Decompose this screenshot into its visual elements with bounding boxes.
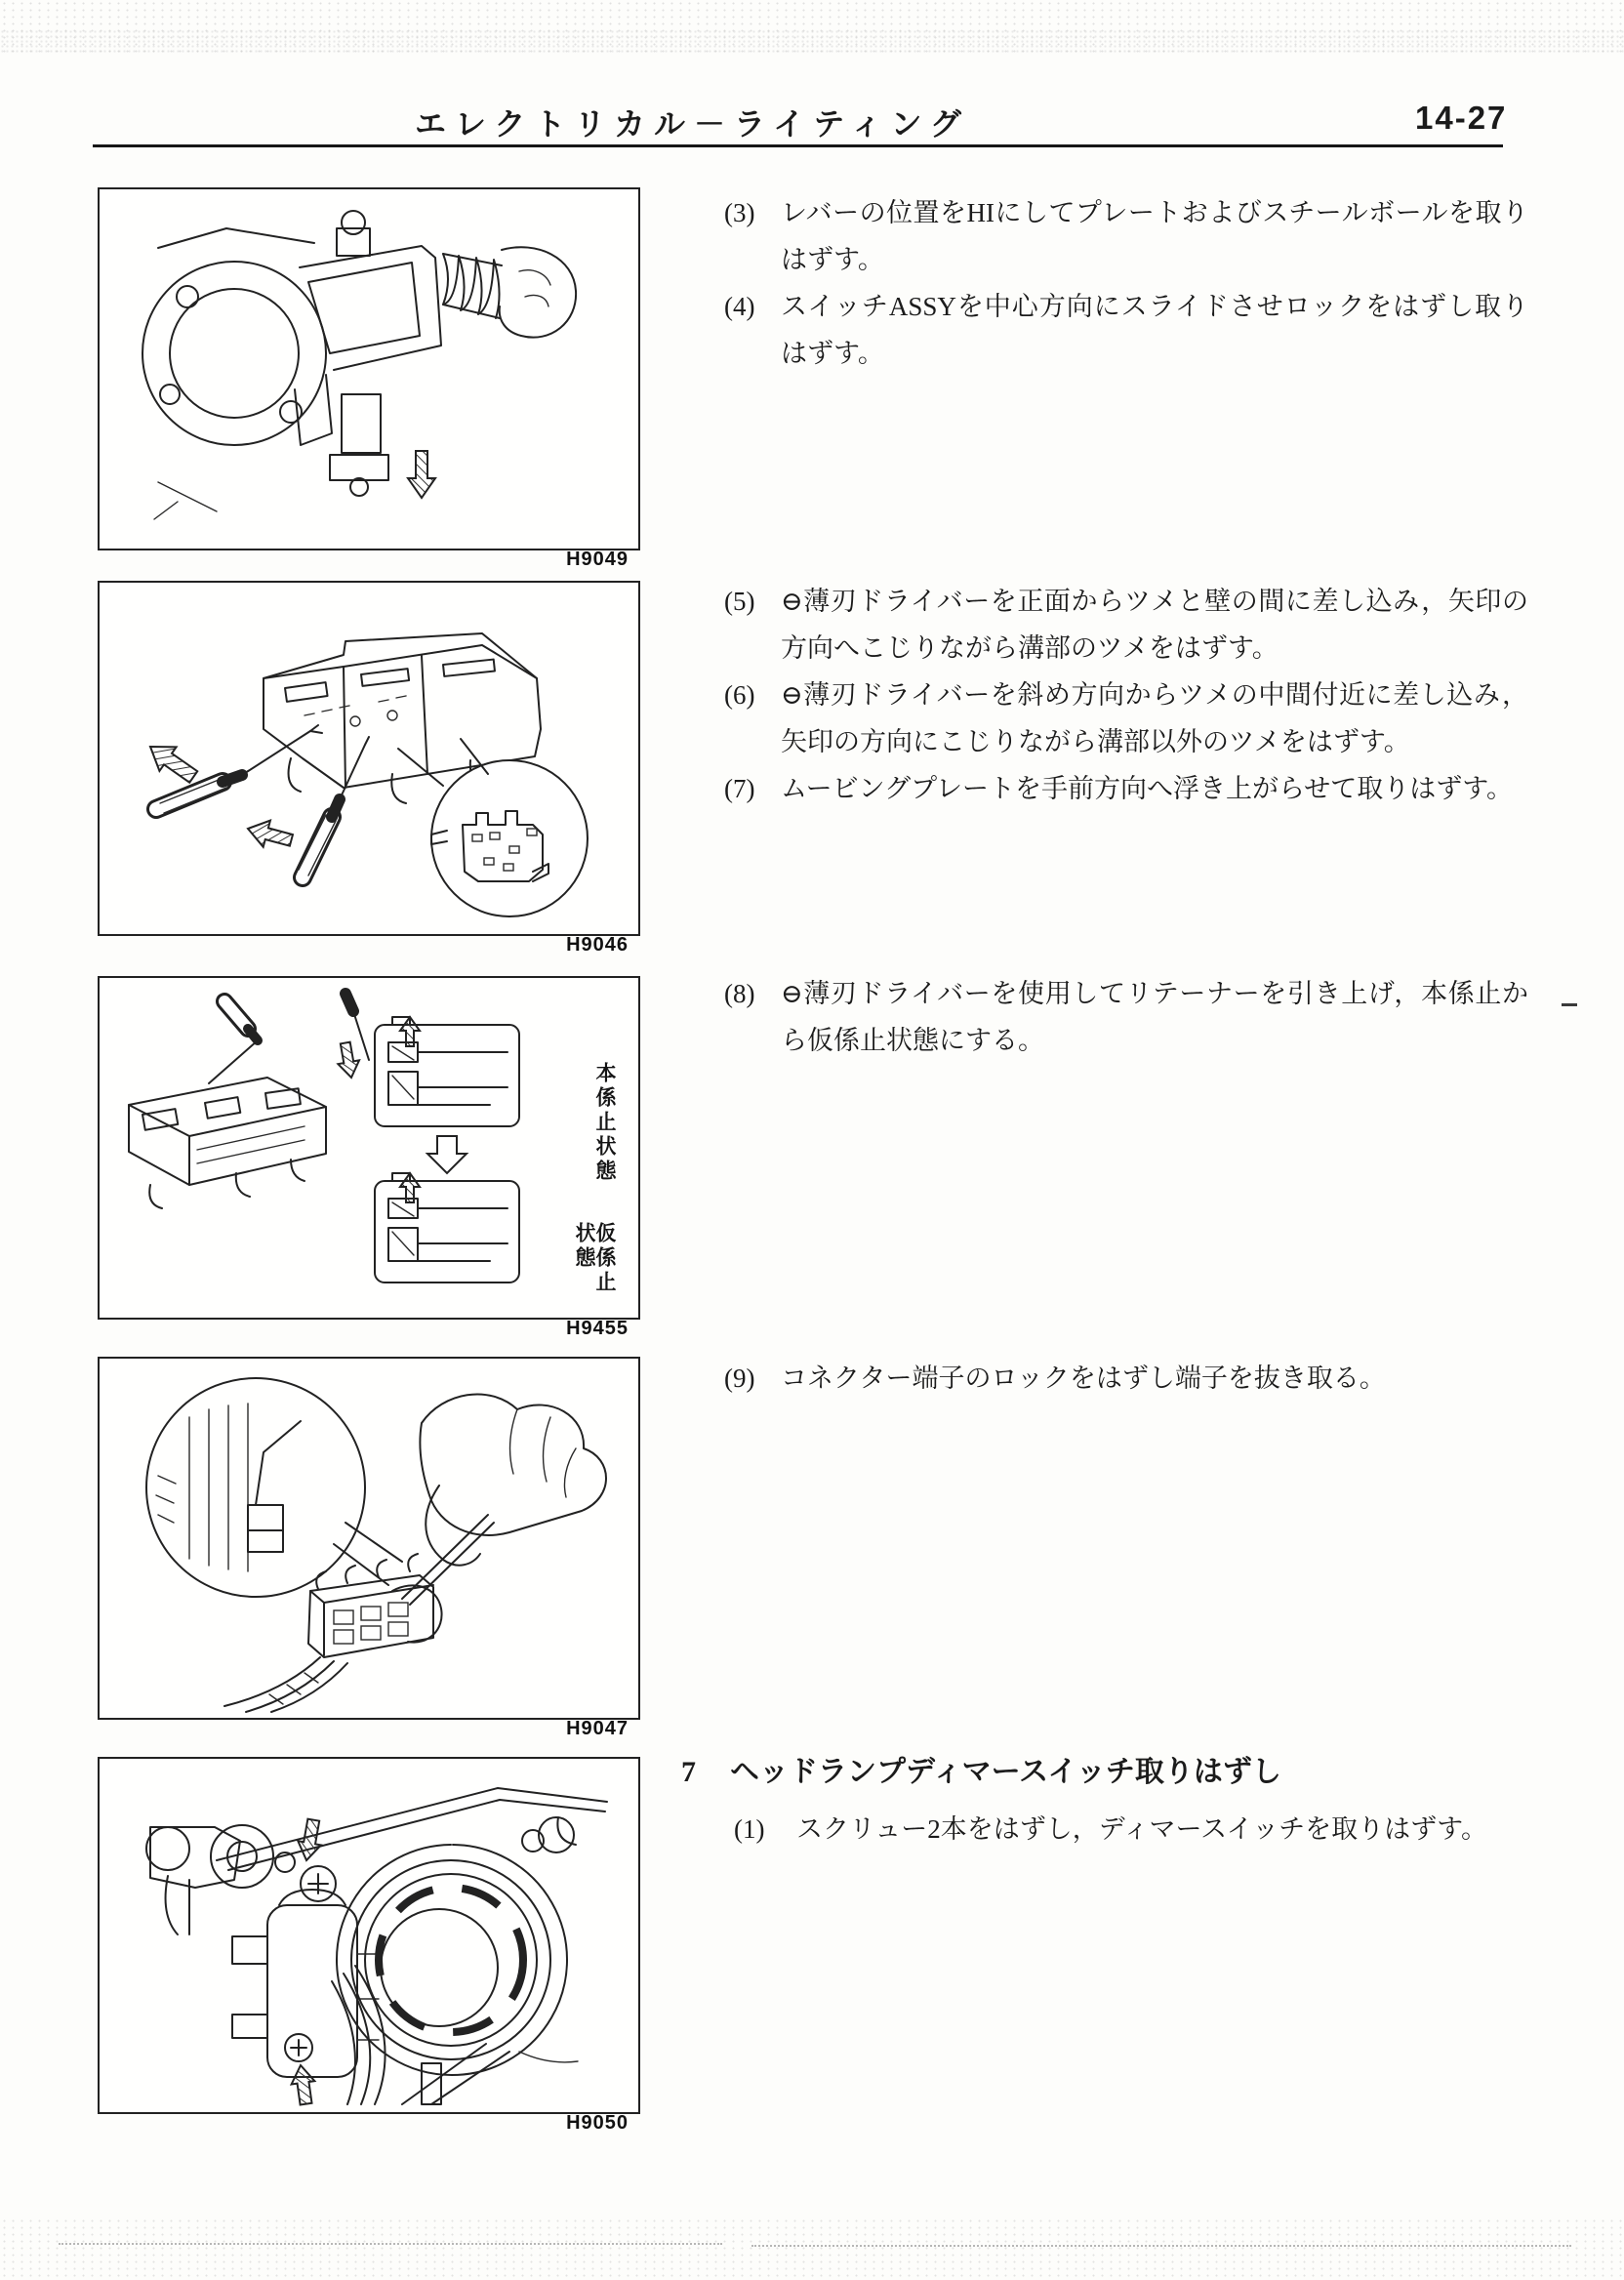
step-number: (1) [734, 1814, 765, 1844]
margin-dash-mark [1562, 1003, 1577, 1006]
step-6 [724, 672, 1528, 765]
terminal-removal-illustration [100, 1359, 634, 1714]
scan-noise-top-2 [0, 29, 1624, 53]
retainer-states-illustration [100, 978, 634, 1314]
scan-dot-rule [59, 2243, 722, 2245]
step-number: (3) [724, 198, 755, 227]
step-4 [724, 283, 1528, 377]
step-text: コネクター端子のロックをはずし端子を抜き取る。 [781, 1364, 1386, 1393]
section-7-heading [681, 1751, 1281, 1794]
dimmer-switch-illustration [100, 1759, 634, 2108]
step-1 [734, 1806, 1528, 1852]
step-text: ⊖薄刃ドライバーを正面からツメと壁の間に差し込み，矢印の方向へこじりながら溝部のツメをはずす。 [781, 587, 1528, 663]
down-arrow-icon [408, 451, 435, 498]
step-text: ムービングプレートを手前方向へ浮き上がらせて取りはずす。 [781, 774, 1514, 803]
push-arrow-icon [335, 1041, 362, 1079]
header-rule [93, 144, 1503, 147]
figure-steering-column [98, 187, 640, 550]
step-number: (4) [724, 292, 755, 321]
figure-retainer-states [98, 976, 640, 1320]
step-8 [724, 970, 1528, 1064]
scan-noise-top [0, 0, 1624, 55]
step-number: (8) [724, 979, 755, 1008]
page-number: 14-27 [1415, 100, 1508, 136]
step-number: (7) [724, 774, 755, 803]
state-label-full-lock: 本係止状態 [593, 1062, 617, 1184]
step-text: レバーの位置をHIにしてプレートおよびスチールボールを取りはずす。 [781, 198, 1528, 274]
figure-terminal-removal [98, 1357, 640, 1720]
connector-pry-illustration [100, 583, 634, 930]
state-transition-arrow-icon [427, 1136, 467, 1173]
step-7 [724, 765, 1528, 812]
step-text: ⊖薄刃ドライバーを使用してリテーナーを引き上げ，本係止から仮係止状態にする。 [781, 979, 1528, 1055]
figure-id: H9455 [566, 1318, 629, 1339]
scan-noise-bottom [0, 2218, 1624, 2280]
figure-connector-pry [98, 581, 640, 936]
step-3 [724, 189, 1528, 283]
step-number: (6) [724, 680, 755, 710]
scan-dot-rule [751, 2245, 1571, 2247]
figure-id: H9047 [566, 1718, 629, 1739]
figure-dimmer-switch [98, 1757, 640, 2114]
section-title: ヘッドランプディマースイッチ取りはずし [730, 1756, 1281, 1788]
pry-direction-arrow-icon [142, 735, 201, 790]
figure-id: H9050 [566, 2112, 629, 2134]
page-title: エレクトリカル－ライティング [415, 106, 970, 142]
steps-block-5 [734, 1806, 1528, 1852]
step-5 [724, 578, 1528, 672]
section-number: 7 [681, 1756, 696, 1788]
screw-arrow-icon [295, 1818, 325, 1863]
steps-block-4 [724, 1355, 1528, 1402]
pry-direction-arrow-icon [244, 815, 295, 853]
step-9 [724, 1355, 1528, 1402]
step-number: (9) [724, 1364, 755, 1393]
state-label-temp-lock: 仮係止状態 [573, 1222, 617, 1295]
step-number: (5) [724, 587, 755, 616]
step-text: スクリュー2本をはずし，ディマースイッチを取りはずす。 [796, 1814, 1487, 1844]
step-text: ⊖薄刃ドライバーを斜め方向からツメの中間付近に差し込み，矢印の方向にこじりながら溝部以外のツメをはずす。 [781, 680, 1528, 756]
steps-block-3 [724, 970, 1528, 1064]
figure-id: H9049 [566, 549, 629, 570]
steps-block-2 [724, 578, 1528, 812]
figure-id: H9046 [566, 934, 629, 956]
step-text: スイッチASSYを中心方向にスライドさせロックをはずし取りはずす。 [781, 292, 1528, 368]
steps-block-1 [724, 189, 1528, 377]
steering-column-illustration [100, 189, 634, 545]
